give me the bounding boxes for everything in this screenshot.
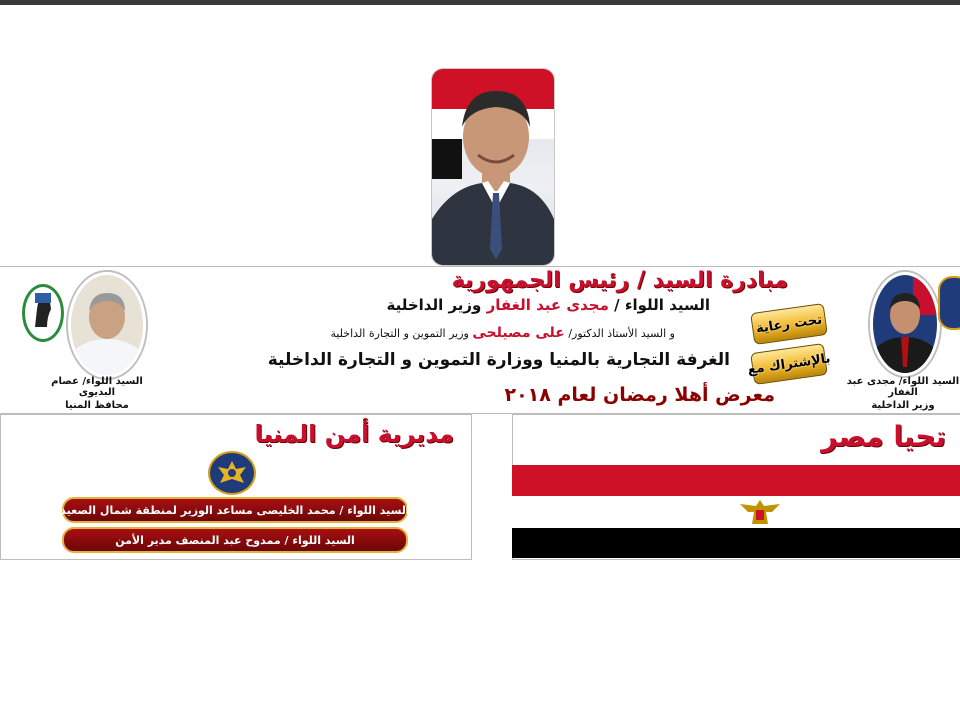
minister-name: مجدى عبد الغفار — [486, 296, 609, 314]
governor-portrait — [68, 272, 146, 378]
nefertiti-logo — [22, 284, 64, 342]
interior-minister-line — [387, 296, 711, 314]
minister-prefix: السيد اللواء / — [608, 296, 710, 314]
flag-red-stripe — [512, 465, 960, 496]
officer-pill-2: السيد اللواء / ممدوح عبد المنصف مدير الأمن — [62, 527, 408, 553]
supply-prefix: و السيد الأستاذ الدكتور/ — [564, 327, 675, 340]
long-live-egypt-slogan: تحيا مصر — [821, 420, 946, 453]
police-eagle-emblem — [208, 451, 256, 495]
eagle-of-saladin-icon — [736, 498, 784, 526]
flag-black-stripe — [512, 528, 960, 558]
chamber-line: الغرفة التجارية بالمنيا ووزارة التموين و التجارة الداخلية — [267, 350, 730, 370]
police-emblem-small — [938, 276, 960, 330]
initiative-title: مبادرة السيد / رئيس الجمهورية — [451, 268, 788, 293]
governor-caption — [32, 376, 162, 411]
officer-pill-1: السيد اللواء / محمد الخليصى مساعد الوزير لمنطقة شمال الصعيد — [62, 497, 408, 523]
supply-role: وزير التموين و التجارة الداخلية — [330, 327, 473, 340]
expo-line: معرض أهلا رمضان لعام ٢٠١٨ — [504, 384, 775, 406]
interior-minister-portrait — [870, 272, 940, 376]
supply-name: على مصيلحى — [472, 325, 565, 341]
president-photo — [431, 68, 555, 266]
security-directorate-title: مديرية أمن المنيا — [254, 420, 454, 448]
governor-caption-name: السيد اللواء/ عصام البديوى — [51, 376, 143, 398]
president-portrait-image — [432, 69, 554, 265]
patronage-badge: تحت رعاية — [750, 303, 828, 345]
minister-caption — [838, 376, 960, 411]
top-border — [0, 0, 960, 5]
minister-role: وزير الداخلية — [386, 296, 487, 314]
minister-caption-title: وزير الداخلية — [871, 400, 935, 411]
supply-minister-line — [330, 325, 675, 341]
partnership-badge: بالإشتراك مع — [750, 343, 828, 385]
governor-caption-title: محافظ المنيا — [65, 400, 129, 411]
minister-caption-name: السيد اللواء/ مجدى عبد الغفار — [846, 376, 960, 398]
